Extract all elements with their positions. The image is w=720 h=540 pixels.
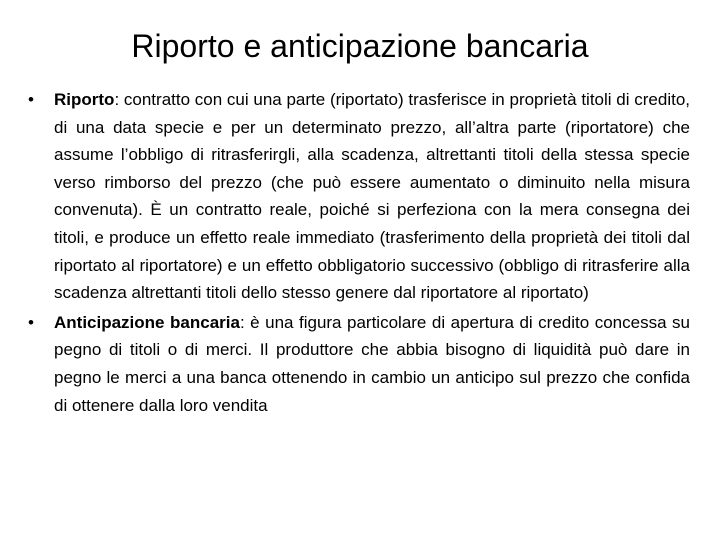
bullet-marker: • — [28, 90, 34, 109]
bullet-marker: • — [28, 312, 34, 332]
definition-anticipazione-bancaria: : è una figura particolare di apertura di credito concessa su pegno di titoli o di merci. Il produttore che abbia bisogno di liquidità può dare in pegno le merci a una banca ottenendo in cambio un anticipo sul prezzo che confida di ottenere dalla loro vendita — [54, 312, 690, 415]
definition-riporto: : contratto con cui una parte (riportato) trasferisce in proprietà titoli di credito, di una data specie e per un determinato prezzo, all’altra parte (riportatore) che assume l’obbligo di ritrasferirgli, alla scadenza, altrettanti titoli della stessa specie verso rimborso del prezzo (che può essere aumentato o diminuito nella misura convenuta). È un contratto reale, poiché si perfeziona con la mera consegna dei titoli, e produce un effetto reale immediato (trasferimento della proprietà dei titoli dal riportato al riportatore) e un effetto obbligatorio successivo (obbligo di ritrasferire alla scadenza altrettanti titoli dello stesso genere dal riportatore al riportato) — [54, 90, 690, 303]
term-anticipazione-bancaria: Anticipazione bancaria — [54, 312, 240, 332]
bullet-list — [28, 86, 690, 421]
bullet-anticipazione-bancaria — [28, 309, 690, 419]
term-riporto: Riporto — [54, 90, 115, 109]
bullet-riporto — [28, 86, 690, 307]
slide-title: Riporto e anticipazione bancaria — [131, 28, 589, 64]
